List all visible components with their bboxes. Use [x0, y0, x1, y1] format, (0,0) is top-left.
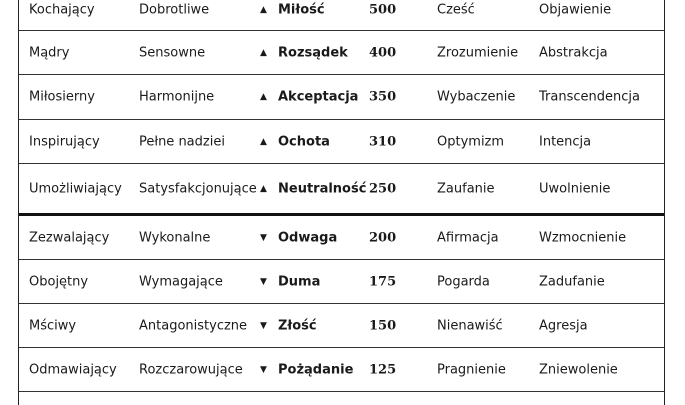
process-cell: Nienawiść [437, 318, 503, 333]
process-cell: Wybaczenie [437, 89, 516, 105]
process-cell: Zrozumienie [437, 45, 519, 60]
process-cell: Optymizm [437, 134, 505, 149]
life-view-cell: Dobrotliwe [139, 2, 210, 18]
value-cell: 500 [369, 2, 397, 18]
emotion-cell: Inspirujący [29, 134, 100, 149]
up-arrow-icon: ▲ [260, 136, 267, 147]
emotion-cell: Mądry [29, 45, 70, 60]
result-cell: Agresja [539, 318, 588, 333]
value-cell: 350 [369, 89, 397, 105]
result-cell: Uwolnienie [539, 181, 611, 196]
up-arrow-icon: ▲ [260, 92, 267, 102]
up-arrow-icon: ▲ [260, 47, 267, 58]
table-row [19, 348, 664, 392]
level-cell: Złość [278, 318, 317, 333]
level-cell: Neutralność [278, 181, 367, 196]
down-arrow-icon: ▼ [260, 276, 267, 287]
life-view-cell: Satysfakcjonujące [139, 181, 257, 196]
value-cell: 175 [369, 274, 397, 289]
process-cell: Zaufanie [437, 181, 495, 196]
value-cell: 200 [369, 230, 397, 245]
value-cell: 150 [369, 318, 397, 333]
table-row [19, 75, 664, 120]
process-cell: Pogarda [437, 274, 490, 289]
down-arrow-icon: ▼ [260, 320, 267, 331]
up-arrow-icon: ▲ [260, 183, 267, 194]
life-view-cell: Wykonalne [139, 230, 211, 245]
level-cell: Rozsądek [278, 45, 348, 60]
consciousness-levels-table [18, 0, 665, 405]
value-cell: 400 [369, 45, 397, 60]
life-view-cell: Antagonistyczne [139, 318, 248, 333]
table-row [19, 120, 664, 164]
process-cell: Pragnienie [437, 362, 506, 377]
table-row [19, 0, 664, 31]
table-row [19, 31, 664, 75]
level-cell: Pożądanie [278, 362, 354, 377]
result-cell: Zadufanie [539, 274, 605, 289]
level-cell: Akceptacja [278, 89, 359, 105]
level-cell: Miłość [278, 2, 325, 18]
emotion-cell: Odmawiający [29, 362, 117, 377]
down-arrow-icon: ▼ [260, 232, 267, 243]
result-cell: Wzmocnienie [539, 230, 627, 245]
level-cell: Duma [278, 274, 321, 289]
emotion-cell: Kochający [29, 2, 95, 18]
table-row [19, 164, 664, 216]
result-cell: Abstrakcja [539, 45, 608, 60]
emotion-cell: Mściwy [29, 318, 77, 333]
life-view-cell: Harmonijne [139, 89, 215, 105]
process-cell: Cześć [437, 2, 475, 18]
up-arrow-icon: ▲ [260, 5, 267, 15]
down-arrow-icon: ▼ [260, 364, 267, 375]
result-cell: Transcendencja [539, 89, 640, 105]
table-row [19, 304, 664, 348]
level-cell: Odwaga [278, 230, 338, 245]
table-row [19, 216, 664, 260]
level-cell: Ochota [278, 134, 330, 149]
emotion-cell: Obojętny [29, 274, 89, 289]
value-cell: 125 [369, 362, 397, 377]
life-view-cell: Rozczarowujące [139, 362, 243, 377]
life-view-cell: Pełne nadziei [139, 134, 225, 149]
emotion-cell: Miłosierny [29, 89, 95, 105]
value-cell: 310 [369, 134, 397, 149]
table-row [19, 260, 664, 304]
process-cell: Afirmacja [437, 230, 499, 245]
emotion-cell: Umożliwiający [29, 181, 122, 196]
life-view-cell: Sensowne [139, 45, 206, 60]
life-view-cell: Wymagające [139, 274, 223, 289]
result-cell: Intencja [539, 134, 592, 149]
value-cell: 250 [369, 181, 397, 196]
result-cell: Objawienie [539, 2, 612, 18]
emotion-cell: Zezwalający [29, 230, 110, 245]
result-cell: Zniewolenie [539, 362, 618, 377]
